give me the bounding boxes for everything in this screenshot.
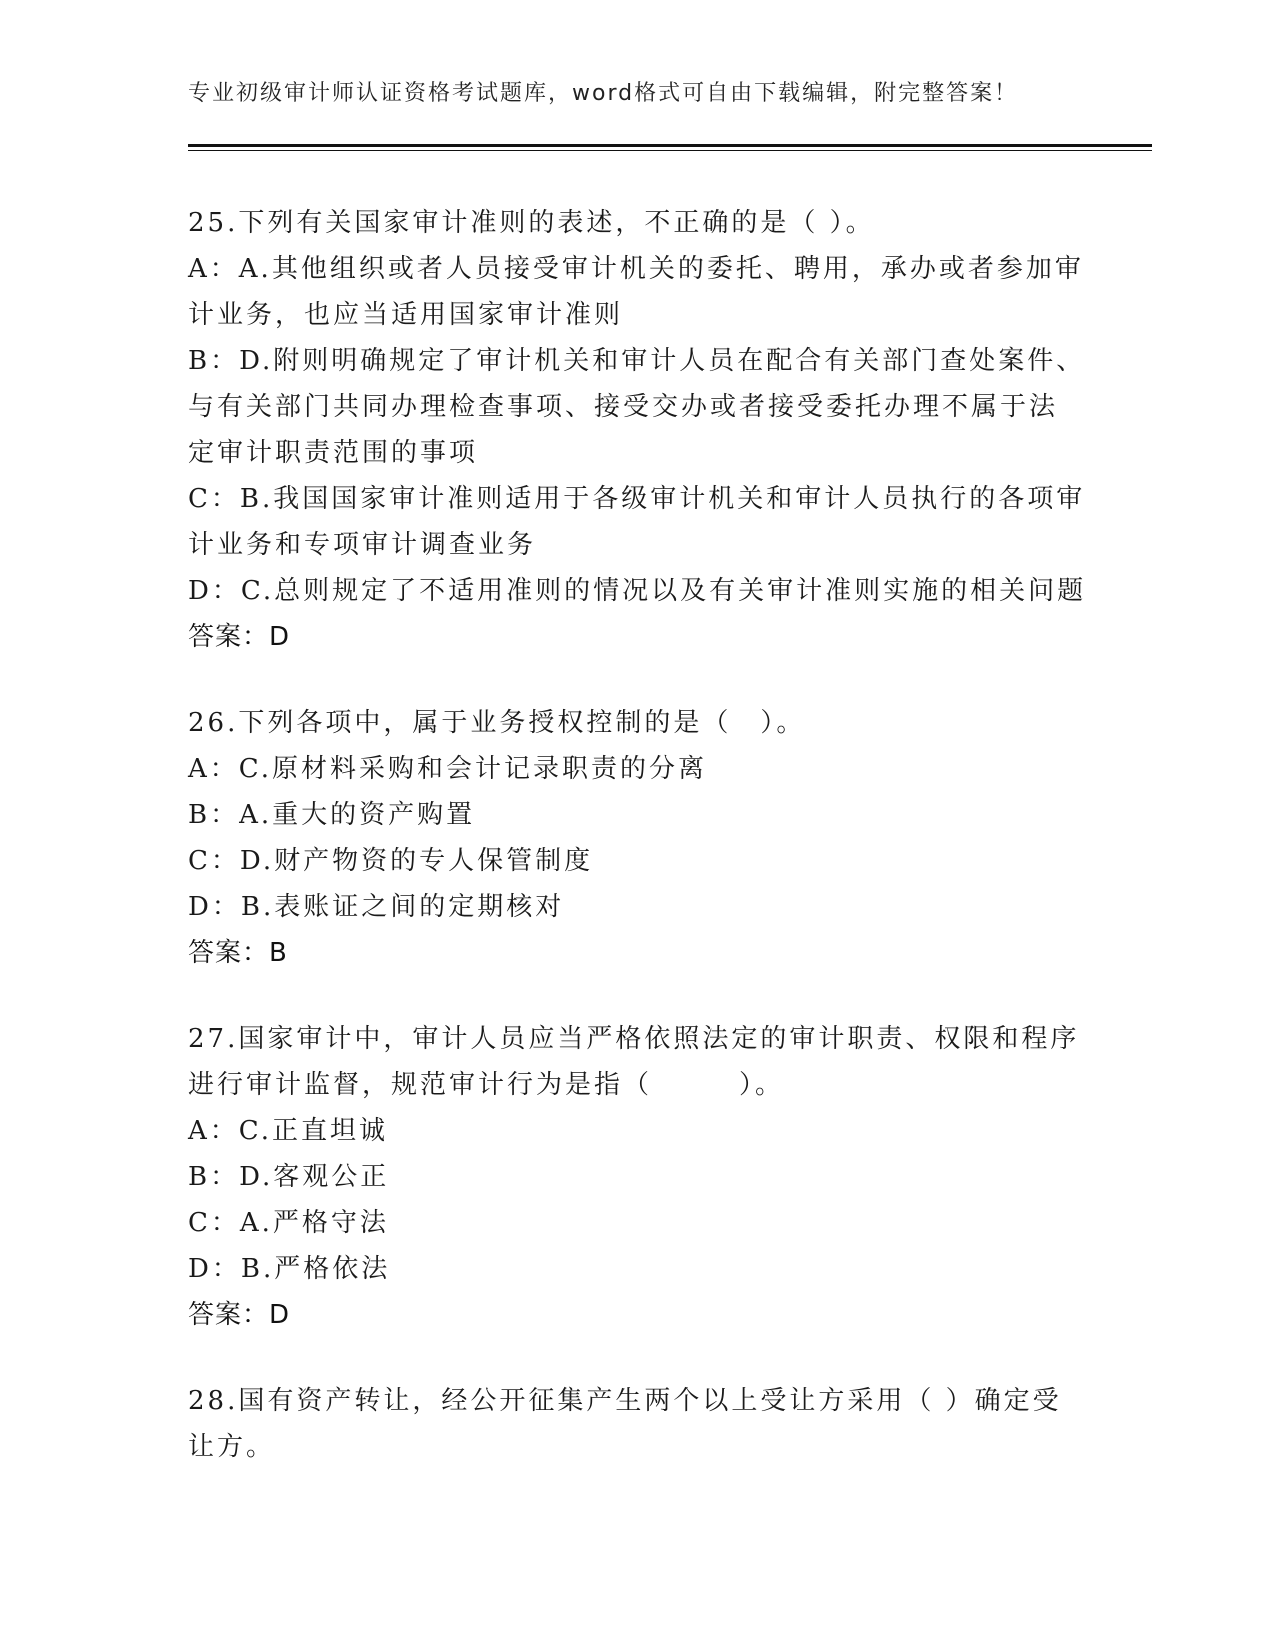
option-d: D：B.严格依法: [188, 1254, 391, 1284]
question-25: [188, 200, 1088, 660]
question-stem: 26.下列各项中，属于业务授权控制的是（ ）。: [188, 708, 806, 738]
question-stem: 27.国家审计中，审计人员应当严格依照法定的审计职责、权限和程序: [188, 1024, 1080, 1054]
option-c: C：D.财产物资的专人保管制度: [188, 846, 594, 876]
page-header: 专业初级审计师认证资格考试题库，word格式可自由下载编辑，附完整答案！: [188, 81, 1019, 106]
question-list: [188, 200, 1088, 1510]
option-a: A：A.其他组织或者人员接受审计机关的委托、聘用，承办或者参加审: [188, 254, 1084, 284]
option-c: C：B.我国国家审计准则适用于各级审计机关和审计人员执行的各项审: [188, 484, 1086, 514]
option-a: A：C.原材料采购和会计记录职责的分离: [188, 754, 708, 784]
question-stem: 28.国有资产转让，经公开征集产生两个以上受让方采用（ ）确定受: [188, 1386, 1062, 1416]
option-a-cont: 计业务，也应当适用国家审计准则: [188, 300, 624, 330]
question-stem-cont: 让方。: [188, 1432, 276, 1462]
option-b-cont: 与有关部门共同办理检查事项、接受交办或者接受委托办理不属于法: [188, 392, 1059, 422]
question-26: [188, 700, 1088, 976]
option-d: D：B.表账证之间的定期核对: [188, 892, 565, 922]
option-d: D：C.总则规定了不适用准则的情况以及有关审计准则实施的相关问题: [188, 576, 1087, 606]
answer-line: 答案：D: [188, 622, 291, 652]
option-b-cont: 定审计职责范围的事项: [188, 438, 479, 468]
option-c: C：A.严格守法: [188, 1208, 389, 1238]
option-b: B：D.附则明确规定了审计机关和审计人员在配合有关部门查处案件、: [188, 346, 1086, 376]
header-rule-thick: [188, 144, 1152, 147]
question-stem: 25.下列有关国家审计准则的表述，不正确的是（ ）。: [188, 208, 875, 238]
option-c-cont: 计业务和专项审计调查业务: [188, 530, 537, 560]
header-rule-thin: [188, 150, 1152, 151]
option-b: B：A.重大的资产购置: [188, 800, 476, 830]
question-27: [188, 1016, 1088, 1338]
option-b: B：D.客观公正: [188, 1162, 390, 1192]
answer-line: 答案：B: [188, 938, 288, 968]
option-a: A：C.正直坦诚: [188, 1116, 389, 1146]
question-28: [188, 1378, 1088, 1470]
answer-line: 答案：D: [188, 1300, 291, 1330]
question-stem-cont: 进行审计监督，规范审计行为是指（ ）。: [188, 1070, 785, 1100]
